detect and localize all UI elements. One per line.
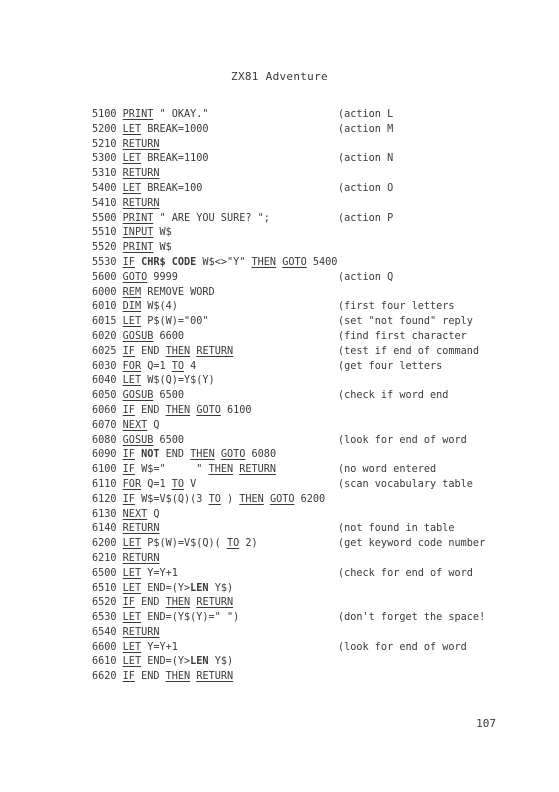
code-line — [92, 271, 492, 286]
code-text: END=(Y> — [141, 582, 191, 594]
basic-function: LEN — [190, 582, 209, 594]
basic-keyword: TO — [171, 478, 185, 490]
basic-keyword: THEN — [239, 493, 264, 505]
code-statement — [92, 522, 338, 537]
code-text: Q — [147, 508, 160, 520]
line-number: 6210 — [92, 552, 123, 564]
basic-keyword: RETURN — [122, 197, 160, 209]
basic-keyword: PRINT — [122, 212, 154, 224]
basic-keyword: GOTO — [196, 404, 221, 416]
code-text: END — [134, 597, 166, 609]
line-comment: (get four letters — [338, 360, 443, 372]
basic-keyword: LET — [122, 538, 142, 550]
basic-keyword: PRINT — [122, 109, 154, 120]
code-text: ) — [220, 493, 240, 505]
line-number: 6620 — [92, 671, 123, 683]
code-line — [92, 419, 492, 434]
basic-keyword: RETURN — [122, 168, 160, 180]
basic-keyword: GOTO — [220, 449, 246, 461]
code-statement — [92, 552, 338, 567]
code-text: " OKAY." — [153, 109, 209, 120]
line-number: 6015 — [92, 316, 123, 328]
line-number: 5510 — [92, 227, 123, 239]
code-statement — [92, 197, 338, 212]
code-text: W$<>"Y" — [196, 256, 252, 268]
basic-keyword: GOSUB — [122, 434, 154, 446]
line-comment: (find first character — [338, 330, 467, 342]
basic-keyword: LET — [122, 123, 142, 135]
basic-keyword: TO — [226, 538, 240, 550]
line-number: 6070 — [92, 419, 123, 431]
code-text: Y$) — [208, 582, 234, 594]
code-line — [92, 448, 492, 463]
code-statement — [92, 315, 338, 330]
line-comment: (check for end of word — [338, 567, 473, 579]
basic-keyword: IF — [122, 404, 135, 416]
code-text: 9999 — [147, 271, 178, 283]
basic-function: LEN — [190, 656, 209, 668]
line-number: 5530 — [92, 256, 123, 268]
code-text: END — [134, 671, 166, 683]
code-line — [92, 596, 492, 611]
page-number: 107 — [476, 717, 496, 730]
code-statement — [92, 596, 338, 611]
code-text: 6080 — [245, 449, 277, 461]
code-text: 6500 — [153, 390, 185, 402]
code-text: Q — [147, 419, 160, 431]
code-line — [92, 463, 492, 478]
code-line — [92, 404, 492, 419]
code-statement — [92, 670, 338, 685]
code-statement — [92, 404, 338, 419]
code-line — [92, 434, 492, 449]
code-statement — [92, 152, 338, 167]
code-line — [92, 493, 492, 508]
code-line — [92, 552, 492, 567]
line-number: 5410 — [92, 197, 123, 209]
code-statement — [92, 582, 338, 597]
basic-keyword: IF — [122, 671, 135, 683]
basic-keyword: IF — [122, 345, 135, 357]
basic-keyword: LET — [122, 567, 142, 579]
line-comment: (check if word end — [338, 390, 449, 402]
code-line — [92, 226, 492, 241]
basic-keyword: RETURN — [239, 464, 277, 476]
basic-keyword: LET — [122, 656, 142, 668]
code-statement — [92, 360, 338, 375]
line-number: 6050 — [92, 390, 123, 402]
code-text: BREAK=1000 — [141, 123, 209, 135]
code-line — [92, 611, 492, 626]
code-statement — [92, 271, 338, 286]
code-line — [92, 389, 492, 404]
basic-keyword: GOTO — [282, 256, 307, 268]
code-text: Y$) — [208, 656, 234, 668]
code-text: END — [159, 449, 191, 461]
code-text: END — [134, 404, 166, 416]
basic-keyword: IF — [122, 256, 135, 268]
line-number: 6020 — [92, 330, 123, 342]
line-number: 6025 — [92, 345, 123, 357]
code-line — [92, 345, 492, 360]
code-statement — [92, 508, 338, 523]
basic-keyword: NEXT — [122, 508, 148, 520]
code-text: W$(4) — [141, 301, 178, 313]
code-line — [92, 567, 492, 582]
basic-keyword: GOSUB — [122, 330, 154, 342]
basic-keyword: RETURN — [122, 138, 160, 150]
line-number: 6090 — [92, 449, 123, 461]
basic-keyword: FOR — [122, 360, 142, 372]
basic-keyword: RETURN — [122, 626, 160, 638]
code-statement — [92, 389, 338, 404]
basic-keyword: LET — [122, 612, 142, 624]
basic-keyword: RETURN — [196, 345, 234, 357]
code-text: 2) — [239, 538, 258, 550]
code-line — [92, 582, 492, 597]
code-statement — [92, 448, 338, 463]
basic-keyword: IF — [122, 493, 135, 505]
code-statement — [92, 286, 338, 301]
line-number: 6540 — [92, 626, 123, 638]
code-text: Y=Y+1 — [141, 641, 178, 653]
code-text: END — [134, 345, 166, 357]
code-line — [92, 360, 492, 375]
basic-keyword: LET — [122, 375, 142, 387]
line-number: 6140 — [92, 523, 123, 535]
line-comment: (set "not found" reply — [338, 316, 473, 328]
line-number: 6110 — [92, 478, 123, 490]
basic-keyword: GOSUB — [122, 390, 154, 402]
line-number: 6600 — [92, 641, 123, 653]
line-comment: (look for end of word — [338, 434, 467, 446]
code-text: BREAK=100 — [141, 182, 203, 194]
code-line — [92, 626, 492, 641]
line-comment: (action P — [338, 212, 394, 224]
basic-keyword: TO — [208, 493, 221, 505]
line-number: 5100 — [92, 109, 123, 120]
code-statement — [92, 138, 338, 153]
code-statement — [92, 167, 338, 182]
code-text: W$=V$(Q)(3 — [134, 493, 209, 505]
basic-keyword: RETURN — [122, 552, 160, 564]
code-statement — [92, 345, 338, 360]
code-line — [92, 152, 492, 167]
basic-function: NOT — [141, 449, 160, 461]
code-line — [92, 241, 492, 256]
code-text: W$ — [153, 242, 172, 254]
line-number: 6000 — [92, 286, 123, 298]
code-line — [92, 522, 492, 537]
code-statement — [92, 434, 338, 449]
code-text: " ARE YOU SURE? "; — [153, 212, 270, 224]
code-statement — [92, 537, 338, 552]
code-statement — [92, 212, 338, 227]
code-statement — [92, 108, 338, 123]
code-statement — [92, 419, 338, 434]
code-line — [92, 655, 492, 670]
line-number: 5520 — [92, 242, 123, 254]
line-comment: (don't forget the space! — [338, 612, 486, 624]
code-text: P$(W)=V$(Q)( — [141, 538, 227, 550]
basic-keyword: THEN — [208, 464, 234, 476]
code-text: 6200 — [294, 493, 326, 505]
basic-keyword: RETURN — [196, 671, 234, 683]
line-number: 5310 — [92, 168, 123, 180]
code-text: W$=" " — [134, 464, 209, 476]
line-number: 5500 — [92, 212, 123, 224]
line-number: 6060 — [92, 404, 123, 416]
line-comment: (action N — [338, 153, 394, 165]
code-line — [92, 330, 492, 345]
page-title: ZX81 Adventure — [231, 70, 328, 83]
code-text: 4 — [184, 360, 197, 372]
basic-keyword: THEN — [165, 671, 191, 683]
line-comment: (look for end of word — [338, 641, 467, 653]
line-number: 6500 — [92, 567, 123, 579]
code-text: 6100 — [220, 404, 252, 416]
code-text: 6500 — [153, 434, 185, 446]
code-line — [92, 374, 492, 389]
code-statement — [92, 241, 338, 256]
basic-keyword: THEN — [251, 256, 277, 268]
code-line — [92, 182, 492, 197]
code-line — [92, 212, 492, 227]
code-statement — [92, 182, 338, 197]
code-statement — [92, 300, 338, 315]
line-comment: (action M — [338, 123, 394, 135]
basic-keyword: INPUT — [122, 227, 154, 239]
code-line — [92, 197, 492, 212]
line-number: 6530 — [92, 612, 123, 624]
code-statement — [92, 330, 338, 345]
code-line — [92, 167, 492, 182]
code-statement — [92, 374, 338, 389]
code-text: REMOVE WORD — [141, 286, 215, 298]
code-line — [92, 670, 492, 685]
basic-keyword: IF — [122, 597, 135, 609]
basic-keyword: NEXT — [122, 419, 148, 431]
line-comment: (action L — [338, 109, 394, 120]
code-text: P$(W)="00" — [141, 316, 209, 328]
basic-keyword: IF — [122, 449, 135, 461]
line-number: 6200 — [92, 538, 123, 550]
basic-keyword: THEN — [165, 597, 191, 609]
code-text: Y=Y+1 — [141, 567, 178, 579]
code-line — [92, 641, 492, 656]
line-number: 6010 — [92, 301, 123, 313]
line-comment: (test if end of command — [338, 345, 480, 357]
line-number: 6520 — [92, 597, 123, 609]
basic-keyword: TO — [171, 360, 185, 372]
line-number: 6030 — [92, 360, 123, 372]
code-line — [92, 108, 492, 123]
code-statement — [92, 256, 338, 271]
line-number: 6130 — [92, 508, 123, 520]
code-statement — [92, 626, 338, 641]
line-number: 6510 — [92, 582, 123, 594]
line-number: 5400 — [92, 182, 123, 194]
line-comment: (not found in table — [338, 523, 455, 535]
code-text: W$(Q)=Y$(Y) — [141, 375, 215, 387]
code-statement — [92, 226, 338, 241]
code-line — [92, 256, 492, 271]
line-number: 5300 — [92, 153, 123, 165]
basic-keyword: LET — [122, 641, 142, 653]
code-statement — [92, 655, 338, 670]
code-listing — [92, 108, 492, 685]
basic-keyword: THEN — [165, 404, 191, 416]
code-statement — [92, 463, 338, 478]
code-text: END=(Y> — [141, 656, 191, 668]
code-line — [92, 537, 492, 552]
basic-keyword: LET — [122, 153, 142, 165]
code-line — [92, 286, 492, 301]
code-statement — [92, 123, 338, 138]
line-number: 5210 — [92, 138, 123, 150]
basic-keyword: REM — [122, 286, 142, 298]
line-number: 6120 — [92, 493, 123, 505]
code-line — [92, 508, 492, 523]
line-comment: (scan vocabulary table — [338, 478, 473, 490]
line-number: 6040 — [92, 375, 123, 387]
basic-keyword: DIM — [122, 301, 142, 313]
basic-keyword: THEN — [190, 449, 215, 461]
basic-keyword: LET — [122, 316, 142, 328]
code-line — [92, 478, 492, 493]
code-text: END=(Y$(Y)=" ") — [141, 612, 240, 624]
basic-keyword: THEN — [165, 345, 191, 357]
line-comment: (action Q — [338, 271, 394, 283]
code-statement — [92, 641, 338, 656]
code-text: 6600 — [153, 330, 185, 342]
basic-keyword: LET — [122, 182, 142, 194]
code-statement — [92, 611, 338, 626]
line-number: 5600 — [92, 271, 123, 283]
code-text: BREAK=1100 — [141, 153, 209, 165]
code-text: Q=1 — [141, 360, 172, 372]
code-statement — [92, 567, 338, 582]
basic-keyword: PRINT — [122, 242, 154, 254]
line-number: 6080 — [92, 434, 123, 446]
basic-function: CHR$ CODE — [141, 256, 197, 268]
line-comment: (action O — [338, 182, 394, 194]
line-comment: (no word entered — [338, 464, 437, 476]
basic-keyword: RETURN — [196, 597, 234, 609]
code-line — [92, 123, 492, 138]
basic-keyword: IF — [122, 464, 135, 476]
code-statement — [92, 493, 338, 508]
code-text: 5400 — [306, 256, 338, 268]
code-text: W$ — [153, 227, 172, 239]
code-line — [92, 300, 492, 315]
basic-keyword: GOTO — [269, 493, 295, 505]
line-number: 6610 — [92, 656, 123, 668]
code-line — [92, 138, 492, 153]
line-comment: (first four letters — [338, 301, 455, 313]
line-number: 5200 — [92, 123, 123, 135]
code-text: Q=1 — [141, 478, 172, 490]
line-comment: (get keyword code number — [338, 538, 486, 550]
basic-keyword: RETURN — [122, 523, 160, 535]
code-line — [92, 315, 492, 330]
basic-keyword: FOR — [122, 478, 142, 490]
code-statement — [92, 478, 338, 493]
basic-keyword: LET — [122, 582, 142, 594]
line-number: 6100 — [92, 464, 123, 476]
basic-keyword: GOTO — [122, 271, 148, 283]
code-text: V — [184, 478, 197, 490]
